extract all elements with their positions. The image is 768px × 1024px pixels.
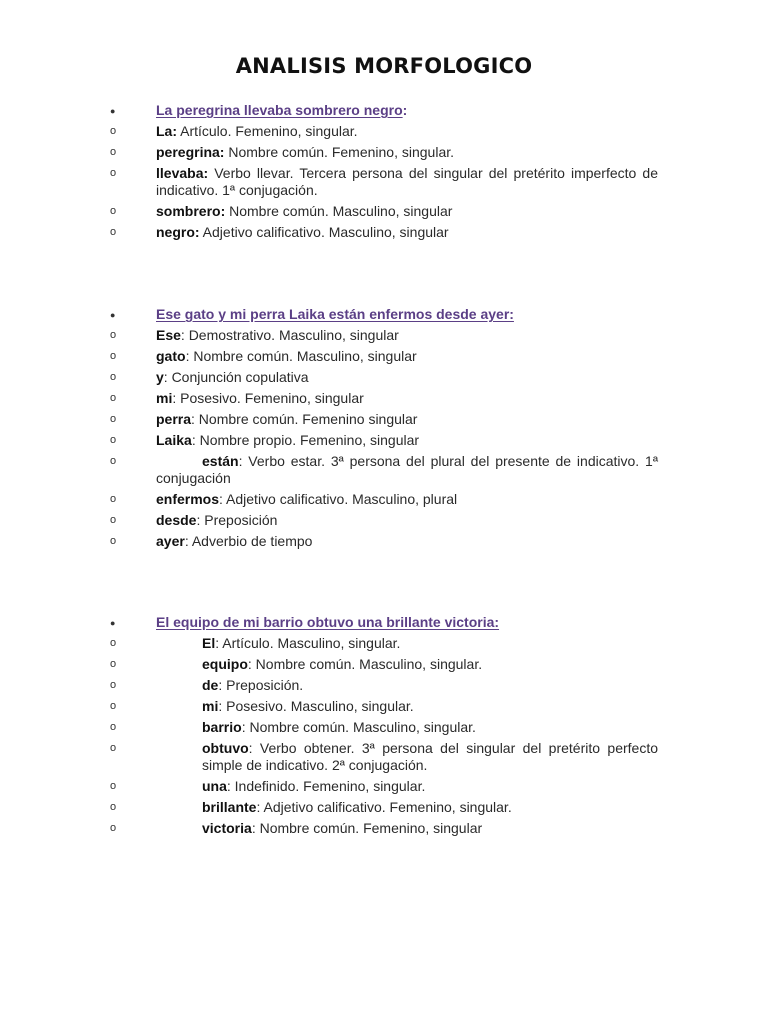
analysis-section-3	[0, 614, 768, 841]
filled-bullet-icon: ●	[110, 618, 116, 628]
analyzed-word: y	[156, 369, 164, 385]
sentence-text: El equipo de mi barrio obtuvo una brillante victoria:	[156, 614, 500, 630]
hollow-bullet-icon: o	[110, 637, 117, 649]
hollow-bullet-icon: o	[110, 329, 117, 341]
analysis-item	[0, 491, 768, 512]
hollow-bullet-icon: o	[110, 658, 117, 670]
word-description: : Nombre común. Femenino, singular	[251, 820, 483, 836]
hollow-bullet-icon: o	[110, 780, 117, 792]
hollow-bullet-icon: o	[110, 226, 117, 238]
analysis-item	[0, 165, 768, 203]
analysis-item	[0, 799, 768, 820]
analyzed-word: mi	[202, 698, 219, 714]
hollow-bullet-icon: o	[110, 146, 117, 158]
analysis-item	[0, 203, 768, 224]
analysis-item	[0, 123, 768, 144]
word-description: : Artículo. Masculino, singular.	[215, 635, 401, 651]
hollow-bullet-icon: o	[110, 350, 117, 362]
analyzed-word: desde	[156, 512, 197, 528]
hollow-bullet-icon: o	[110, 721, 117, 733]
analysis-item	[0, 369, 768, 390]
analyzed-word: enfermos	[156, 491, 220, 507]
word-description: : Verbo obtener. 3ª persona del singular del pretérito perfecto simple de indicativo. 2ª conjugación.	[202, 740, 658, 773]
word-description: Verbo llevar. Tercera persona del singular del pretérito imperfecto de indicativo. 1ª conjugación.	[156, 165, 658, 198]
analyzed-word: peregrina:	[156, 144, 225, 160]
analysis-item	[0, 820, 768, 841]
hollow-bullet-icon: o	[110, 125, 117, 137]
analysis-item	[0, 224, 768, 245]
analysis-item	[0, 512, 768, 533]
analysis-section-2	[0, 306, 768, 554]
analyzed-word: equipo	[202, 656, 248, 672]
analyzed-word: mi	[156, 390, 173, 406]
analyzed-word: El	[202, 635, 216, 651]
analysis-item	[0, 533, 768, 554]
analysis-item	[0, 698, 768, 719]
hollow-bullet-icon: o	[110, 434, 117, 446]
analyzed-word: sombrero:	[156, 203, 226, 219]
word-description: : Conjunción copulativa	[163, 369, 309, 385]
word-description: : Adjetivo calificativo. Femenino, singular.	[256, 799, 512, 815]
hollow-bullet-icon: o	[110, 742, 117, 754]
analyzed-word: brillante	[202, 799, 257, 815]
word-description: : Nombre común. Masculino, singular.	[241, 719, 476, 735]
hollow-bullet-icon: o	[110, 205, 117, 217]
analysis-item	[0, 432, 768, 453]
sentence-heading	[0, 614, 768, 635]
word-description: : Posesivo. Masculino, singular.	[218, 698, 414, 714]
word-description: : Nombre común. Masculino, singular.	[247, 656, 483, 672]
sentence-text: La peregrina llevaba sombrero negro	[156, 102, 403, 118]
word-description: : Preposición.	[218, 677, 304, 693]
analyzed-word: victoria	[202, 820, 252, 836]
analysis-item	[0, 411, 768, 432]
sentence-heading	[0, 102, 768, 123]
analyzed-word: llevaba:	[156, 165, 209, 181]
hollow-bullet-icon: o	[110, 167, 117, 179]
analysis-item	[0, 390, 768, 411]
sentence-heading	[0, 306, 768, 327]
analyzed-word: barrio	[202, 719, 242, 735]
hollow-bullet-icon: o	[110, 514, 117, 526]
word-description: : Nombre común. Masculino, singular	[185, 348, 417, 364]
word-description: Adjetivo calificativo. Masculino, singular	[199, 224, 449, 240]
word-description: : Adjetivo calificativo. Masculino, plural	[219, 491, 458, 507]
word-description: : Nombre propio. Femenino, singular	[191, 432, 420, 448]
analyzed-word: Ese	[156, 327, 181, 343]
analysis-item	[0, 453, 768, 491]
hollow-bullet-icon: o	[110, 700, 117, 712]
analyzed-word: La:	[156, 123, 177, 139]
word-description: Nombre común. Masculino, singular	[225, 203, 453, 219]
analyzed-word: perra	[156, 411, 192, 427]
page-title: ANALISIS MORFOLOGICO	[235, 54, 533, 78]
hollow-bullet-icon: o	[110, 679, 117, 691]
hollow-bullet-icon: o	[110, 801, 117, 813]
analysis-item	[0, 677, 768, 698]
word-description: Nombre común. Femenino, singular.	[224, 144, 455, 160]
analysis-item	[0, 719, 768, 740]
word-description: : Posesivo. Femenino, singular	[172, 390, 364, 406]
word-description: : Verbo estar. 3ª persona del plural del presente de indicativo. 1ª conjugación	[156, 453, 658, 486]
hollow-bullet-icon: o	[110, 392, 117, 404]
analysis-item	[0, 656, 768, 677]
sentence-text: Ese gato y mi perra Laika están enfermos desde ayer:	[156, 306, 514, 322]
analysis-item	[0, 778, 768, 799]
hollow-bullet-icon: o	[110, 413, 117, 425]
sentence-colon: :	[402, 102, 408, 118]
analyzed-word: ayer	[156, 533, 185, 549]
analysis-section-1	[0, 102, 768, 245]
hollow-bullet-icon: o	[110, 535, 117, 547]
hollow-bullet-icon: o	[110, 493, 117, 505]
word-description: : Demostrativo. Masculino, singular	[180, 327, 399, 343]
analyzed-word: obtuvo	[202, 740, 249, 756]
word-description: Artículo. Femenino, singular.	[177, 123, 358, 139]
filled-bullet-icon: ●	[110, 310, 116, 320]
word-description: : Preposición	[196, 512, 278, 528]
filled-bullet-icon: ●	[110, 106, 116, 116]
analyzed-word: de	[202, 677, 219, 693]
analyzed-word: están	[202, 453, 239, 469]
hollow-bullet-icon: o	[110, 371, 117, 383]
analysis-item	[0, 327, 768, 348]
hollow-bullet-icon: o	[110, 455, 117, 467]
analysis-item	[0, 348, 768, 369]
analysis-item	[0, 144, 768, 165]
hollow-bullet-icon: o	[110, 822, 117, 834]
analyzed-word: una	[202, 778, 227, 794]
analyzed-word: gato	[156, 348, 186, 364]
analysis-item	[0, 740, 768, 778]
analyzed-word: negro:	[156, 224, 200, 240]
word-description: : Nombre común. Femenino singular	[191, 411, 418, 427]
analysis-item	[0, 635, 768, 656]
analyzed-word: Laika	[156, 432, 192, 448]
word-description: : Indefinido. Femenino, singular.	[226, 778, 426, 794]
word-description: : Adverbio de tiempo	[184, 533, 313, 549]
